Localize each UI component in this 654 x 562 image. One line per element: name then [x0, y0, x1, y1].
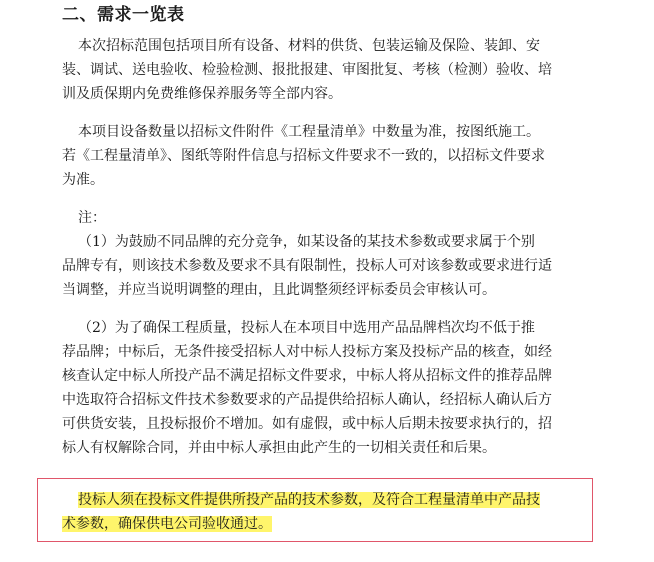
note-label: 注：: [78, 210, 106, 226]
quantity-line-2: 若《工程量清单》、图纸等附件信息与招标文件要求不一致的，以招标文件要求: [62, 148, 545, 164]
note2-line-3: 核查认定中标人所投产品不满足招标文件要求，中标人将从招标文件的推荐品牌: [62, 368, 552, 384]
section-heading: 二、需求一览表: [62, 5, 185, 25]
note2-paragraph: [62, 316, 582, 460]
highlighted-line-1: [62, 488, 582, 512]
quantity-line-3: 为准。: [62, 172, 104, 188]
note2-line-2: 荐品牌；中标后，无条件接受招标人对中标人投标方案及投标产品的核查，如经: [62, 344, 552, 360]
scope-line-2: 装、调试、送电验收、检验检测、报批报建、审图批复、考核（检测）验收、培: [62, 62, 552, 78]
note1-line-2: 品牌专有，则该技术参数及要求不具有限制性，投标人可对该参数或要求进行适: [62, 258, 552, 274]
note2-line-4: 中选取符合招标文件技术参数要求的产品提供给招标人确认，经招标人确认后方: [62, 392, 552, 408]
note1-line-3: 当调整，并应当说明调整的理由，且此调整须经评标委员会审核认可。: [62, 282, 496, 298]
highlighted-line-2: [62, 512, 582, 536]
highlighted-text-2: 术参数，确保供电公司验收通过。: [62, 516, 272, 532]
note2-line-1: （2）为了确保工程质量，投标人在本项目中选用产品品牌档次均不低于推: [78, 320, 535, 336]
scope-line-1: 本次招标范围包括项目所有设备、材料的供货、包装运输及保险、装卸、安: [78, 38, 540, 54]
quantity-paragraph: [62, 120, 582, 192]
note1-paragraph: [62, 230, 582, 302]
note2-line-5: 可供货安装，且投标报价不增加。如有虚假，或中标人后期未按要求执行的，招: [62, 416, 552, 432]
highlighted-paragraph: [62, 488, 582, 536]
quantity-line-1: 本项目设备数量以招标文件附件《工程量清单》中数量为准，按图纸施工。: [78, 124, 540, 140]
note-label-paragraph: [62, 206, 582, 230]
highlighted-text-1: 投标人须在投标文件提供所投产品的技术参数，及符合工程量清单中产品技: [78, 492, 540, 508]
scope-line-3: 训及质保期内免费维修保养服务等全部内容。: [62, 86, 342, 102]
scope-paragraph: [62, 34, 582, 106]
note2-line-6: 标人有权解除合同，并由中标人承担由此产生的一切相关责任和后果。: [62, 440, 496, 456]
note1-line-1: （1）为鼓励不同品牌的充分竞争，如某设备的某技术参数或要求属于个别: [78, 234, 535, 250]
